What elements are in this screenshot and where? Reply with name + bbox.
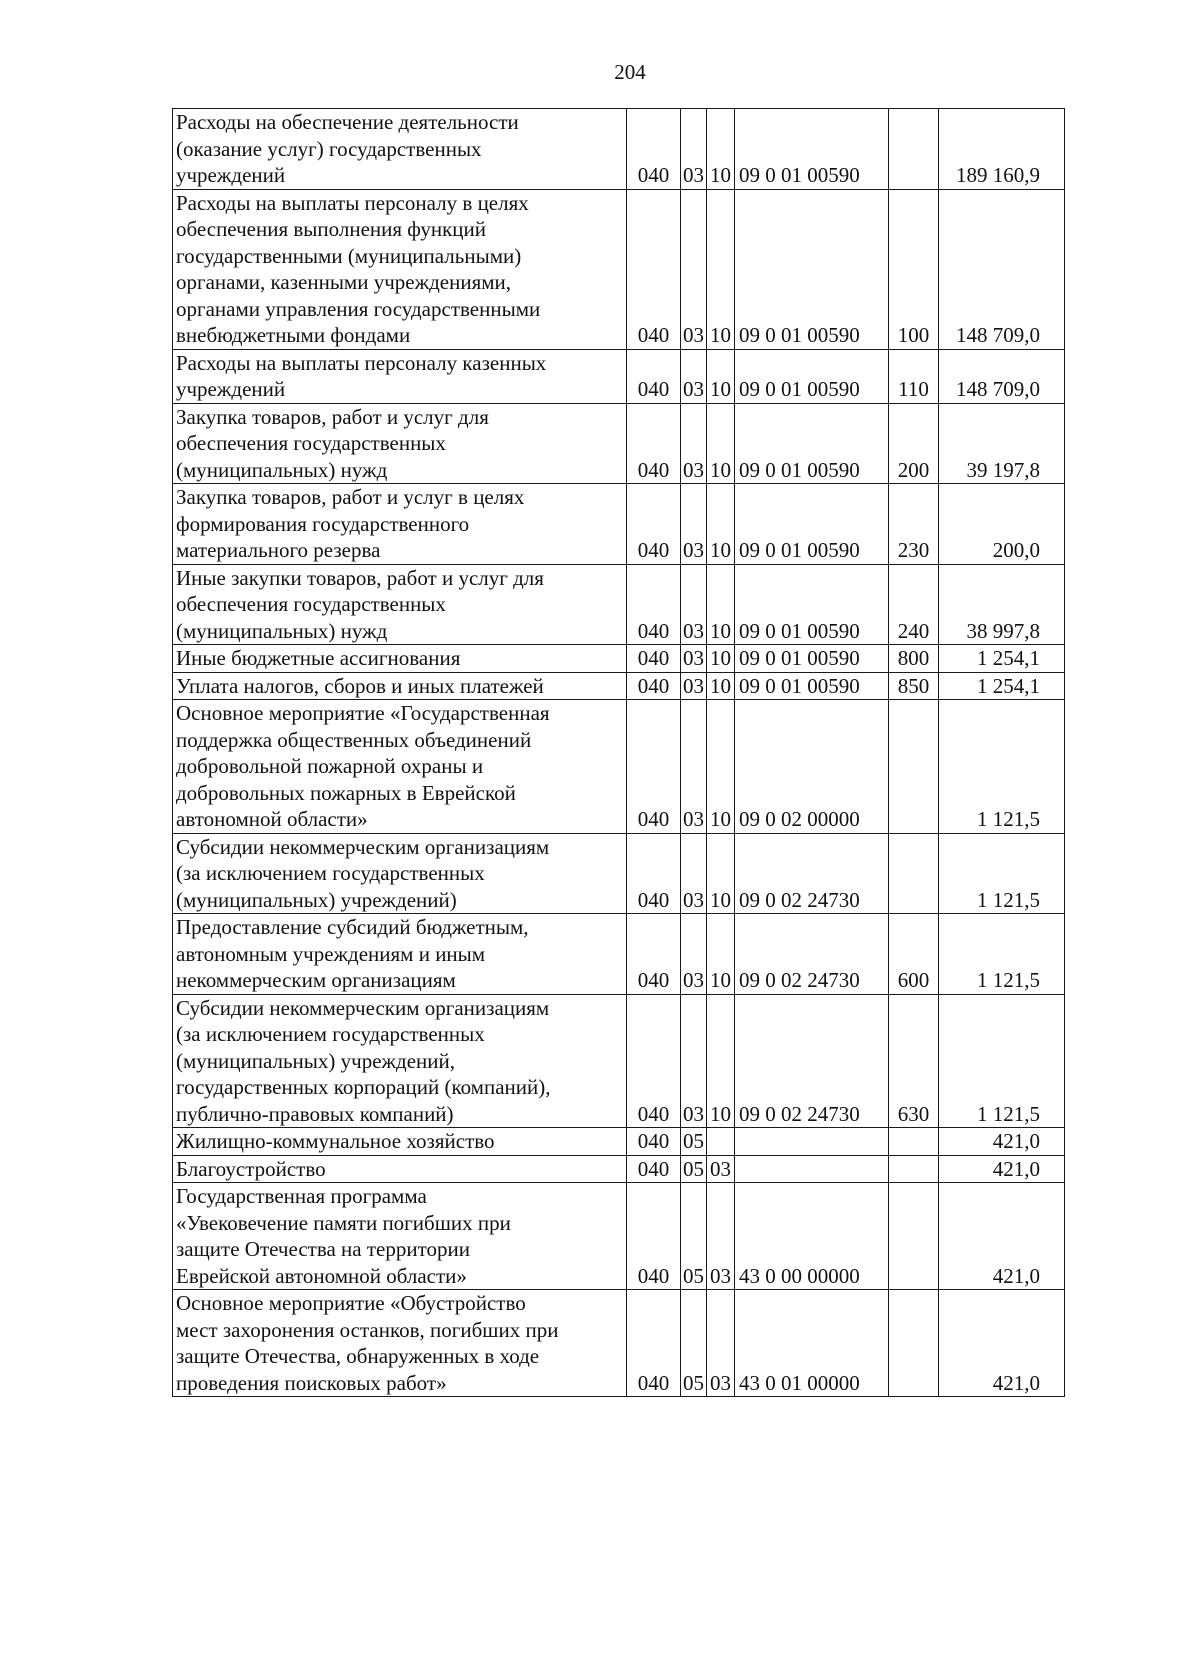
cell-name bbox=[173, 189, 627, 349]
cell-name bbox=[173, 1155, 627, 1183]
name-line: Иные бюджетные ассигнования bbox=[176, 646, 461, 670]
name-line: (муниципальных) учреждений) bbox=[176, 887, 457, 912]
cell-name bbox=[173, 1290, 627, 1397]
name-line: автономным учреждениям и иным bbox=[176, 941, 486, 966]
cell-ved: 040 bbox=[627, 672, 681, 700]
cell-subsection: 10 bbox=[707, 484, 735, 565]
cell-ved: 040 bbox=[627, 1183, 681, 1290]
name-line: Закупка товаров, работ и услуг в целях bbox=[176, 485, 525, 509]
cell-target-article: 09 0 01 00590 bbox=[735, 672, 889, 700]
cell-section: 03 bbox=[681, 403, 707, 484]
cell-name bbox=[173, 109, 627, 190]
table-row bbox=[173, 109, 1065, 190]
cell-subsection: 10 bbox=[707, 833, 735, 914]
name-line: некоммерческим организациям bbox=[176, 968, 456, 992]
cell-ved: 040 bbox=[627, 994, 681, 1128]
name-line: «Увековечение памяти погибших при bbox=[176, 1210, 511, 1235]
cell-subsection: 10 bbox=[707, 700, 735, 834]
cell-amount: 200,0 bbox=[939, 484, 1065, 565]
cell-amount: 1 121,5 bbox=[939, 994, 1065, 1128]
cell-expense-type: 240 bbox=[889, 564, 939, 645]
cell-target-article: 09 0 02 24730 bbox=[735, 833, 889, 914]
cell-ved: 040 bbox=[627, 403, 681, 484]
name-line: внебюджетными фондами bbox=[176, 323, 411, 347]
cell-section: 03 bbox=[681, 914, 707, 995]
cell-expense-type: 230 bbox=[889, 484, 939, 565]
cell-subsection: 10 bbox=[707, 109, 735, 190]
cell-expense-type bbox=[889, 1290, 939, 1397]
cell-subsection: 10 bbox=[707, 672, 735, 700]
cell-amount: 148 709,0 bbox=[939, 189, 1065, 349]
name-line: Государственная программа bbox=[176, 1184, 427, 1208]
table-row bbox=[173, 564, 1065, 645]
cell-subsection: 03 bbox=[707, 1183, 735, 1290]
cell-ved: 040 bbox=[627, 349, 681, 403]
name-line: (муниципальных) нужд bbox=[176, 618, 388, 643]
cell-name bbox=[173, 914, 627, 995]
name-line: добровольных пожарных в Еврейской bbox=[176, 780, 516, 805]
cell-section: 03 bbox=[681, 564, 707, 645]
cell-subsection: 10 bbox=[707, 564, 735, 645]
cell-amount: 1 121,5 bbox=[939, 833, 1065, 914]
cell-name bbox=[173, 1128, 627, 1156]
cell-section: 03 bbox=[681, 700, 707, 834]
table-row bbox=[173, 672, 1065, 700]
table-row bbox=[173, 994, 1065, 1128]
cell-name bbox=[173, 994, 627, 1128]
cell-section: 03 bbox=[681, 672, 707, 700]
name-line: публично-правовых компаний) bbox=[176, 1101, 454, 1126]
cell-subsection: 10 bbox=[707, 645, 735, 673]
cell-section: 05 bbox=[681, 1183, 707, 1290]
cell-section: 05 bbox=[681, 1290, 707, 1397]
cell-name bbox=[173, 672, 627, 700]
name-line: Благоустройство bbox=[176, 1156, 326, 1181]
cell-subsection: 10 bbox=[707, 403, 735, 484]
name-line: Закупка товаров, работ и услуг для bbox=[176, 404, 489, 429]
table-row bbox=[173, 403, 1065, 484]
table-row bbox=[173, 189, 1065, 349]
cell-expense-type bbox=[889, 1128, 939, 1156]
cell-amount: 421,0 bbox=[939, 1128, 1065, 1156]
cell-expense-type bbox=[889, 1183, 939, 1290]
cell-amount: 421,0 bbox=[939, 1183, 1065, 1290]
name-line: Предоставление субсидий бюджетным, bbox=[176, 915, 529, 939]
page-number: 204 bbox=[614, 60, 646, 84]
cell-ved: 040 bbox=[627, 109, 681, 190]
cell-expense-type: 100 bbox=[889, 189, 939, 349]
table-row bbox=[173, 645, 1065, 673]
cell-subsection: 10 bbox=[707, 914, 735, 995]
cell-target-article: 09 0 01 00590 bbox=[735, 109, 889, 190]
cell-target-article: 09 0 02 24730 bbox=[735, 994, 889, 1128]
name-line: добровольной пожарной охраны и bbox=[176, 754, 484, 778]
cell-section: 03 bbox=[681, 109, 707, 190]
name-line: обеспечения государственных bbox=[176, 431, 446, 455]
cell-name bbox=[173, 403, 627, 484]
cell-subsection: 10 bbox=[707, 189, 735, 349]
cell-section: 03 bbox=[681, 645, 707, 673]
table-row bbox=[173, 484, 1065, 565]
cell-subsection: 10 bbox=[707, 349, 735, 403]
cell-ved: 040 bbox=[627, 189, 681, 349]
cell-section: 03 bbox=[681, 484, 707, 565]
name-line: Уплата налогов, сборов и иных платежей bbox=[176, 673, 544, 698]
cell-subsection bbox=[707, 1128, 735, 1156]
cell-target-article bbox=[735, 1155, 889, 1183]
name-line: проведения поисковых работ» bbox=[176, 1370, 447, 1395]
table-body bbox=[173, 109, 1065, 1397]
cell-section: 03 bbox=[681, 994, 707, 1128]
name-line: защите Отечества на территории bbox=[176, 1237, 470, 1261]
name-line: защите Отечества, обнаруженных в ходе bbox=[176, 1344, 540, 1368]
cell-ved: 040 bbox=[627, 484, 681, 565]
cell-expense-type: 630 bbox=[889, 994, 939, 1128]
cell-subsection: 03 bbox=[707, 1155, 735, 1183]
cell-name bbox=[173, 645, 627, 673]
cell-amount: 39 197,8 bbox=[939, 403, 1065, 484]
cell-ved: 040 bbox=[627, 700, 681, 834]
cell-section: 03 bbox=[681, 189, 707, 349]
name-line: Еврейской автономной области» bbox=[176, 1263, 467, 1288]
cell-target-article: 09 0 01 00590 bbox=[735, 349, 889, 403]
cell-ved: 040 bbox=[627, 564, 681, 645]
cell-amount: 148 709,0 bbox=[939, 349, 1065, 403]
cell-section: 05 bbox=[681, 1155, 707, 1183]
name-line: мест захоронения останков, погибших при bbox=[176, 1317, 559, 1342]
cell-target-article: 43 0 01 00000 bbox=[735, 1290, 889, 1397]
name-line: (муниципальных) нужд bbox=[176, 457, 388, 482]
name-line: органами, казенными учреждениями, bbox=[176, 270, 512, 294]
cell-target-article: 09 0 02 24730 bbox=[735, 914, 889, 995]
name-line: государственными (муниципальными) bbox=[176, 243, 522, 268]
cell-target-article: 09 0 01 00590 bbox=[735, 564, 889, 645]
budget-table bbox=[172, 108, 1065, 1397]
cell-expense-type bbox=[889, 833, 939, 914]
name-line: Иные закупки товаров, работ и услуг для bbox=[176, 565, 544, 590]
name-line: Основное мероприятие «Государственная bbox=[176, 701, 550, 725]
cell-target-article: 09 0 01 00590 bbox=[735, 484, 889, 565]
name-line: государственных корпораций (компаний), bbox=[176, 1075, 551, 1099]
cell-amount: 1 254,1 bbox=[939, 672, 1065, 700]
cell-expense-type: 200 bbox=[889, 403, 939, 484]
cell-target-article: 09 0 02 00000 bbox=[735, 700, 889, 834]
table-row bbox=[173, 833, 1065, 914]
name-line: Субсидии некоммерческим организациям bbox=[176, 995, 550, 1020]
table-row bbox=[173, 1155, 1065, 1183]
name-line: Расходы на выплаты персоналу в целях bbox=[176, 190, 529, 215]
cell-amount: 421,0 bbox=[939, 1290, 1065, 1397]
name-line: Расходы на обеспечение деятельности bbox=[176, 110, 519, 134]
cell-subsection: 10 bbox=[707, 994, 735, 1128]
name-line: (муниципальных) учреждений, bbox=[176, 1048, 455, 1073]
name-line: автономной области» bbox=[176, 807, 368, 831]
name-line: органами управления государственными bbox=[176, 296, 541, 321]
cell-expense-type: 110 bbox=[889, 349, 939, 403]
cell-expense-type: 850 bbox=[889, 672, 939, 700]
table-row bbox=[173, 349, 1065, 403]
cell-section: 03 bbox=[681, 349, 707, 403]
name-line: (оказание услуг) государственных bbox=[176, 136, 482, 161]
name-line: формирования государственного bbox=[176, 511, 470, 536]
table-row bbox=[173, 1290, 1065, 1397]
table-row bbox=[173, 914, 1065, 995]
name-line: поддержка общественных объединений bbox=[176, 727, 532, 752]
cell-expense-type: 800 bbox=[889, 645, 939, 673]
cell-ved: 040 bbox=[627, 1155, 681, 1183]
name-line: обеспечения государственных bbox=[176, 592, 446, 616]
name-line: учреждений bbox=[176, 163, 286, 187]
cell-amount: 1 254,1 bbox=[939, 645, 1065, 673]
cell-name bbox=[173, 833, 627, 914]
cell-amount: 38 997,8 bbox=[939, 564, 1065, 645]
table-row bbox=[173, 1128, 1065, 1156]
cell-name bbox=[173, 484, 627, 565]
name-line: материального резерва bbox=[176, 538, 381, 562]
cell-subsection: 03 bbox=[707, 1290, 735, 1397]
name-line: обеспечения выполнения функций bbox=[176, 217, 487, 241]
cell-target-article: 09 0 01 00590 bbox=[735, 189, 889, 349]
cell-target-article: 09 0 01 00590 bbox=[735, 645, 889, 673]
cell-expense-type bbox=[889, 700, 939, 834]
cell-name bbox=[173, 564, 627, 645]
cell-expense-type bbox=[889, 109, 939, 190]
cell-ved: 040 bbox=[627, 914, 681, 995]
cell-target-article bbox=[735, 1128, 889, 1156]
cell-name bbox=[173, 1183, 627, 1290]
name-line: учреждений bbox=[176, 377, 286, 401]
table-row bbox=[173, 700, 1065, 834]
table-row bbox=[173, 1183, 1065, 1290]
cell-name bbox=[173, 700, 627, 834]
cell-name bbox=[173, 349, 627, 403]
name-line: Субсидии некоммерческим организациям bbox=[176, 834, 550, 859]
cell-amount: 189 160,9 bbox=[939, 109, 1065, 190]
name-line: (за исключением государственных bbox=[176, 1022, 485, 1046]
name-line: Расходы на выплаты персоналу казенных bbox=[176, 350, 547, 375]
cell-target-article: 43 0 00 00000 bbox=[735, 1183, 889, 1290]
cell-ved: 040 bbox=[627, 1128, 681, 1156]
cell-ved: 040 bbox=[627, 1290, 681, 1397]
cell-section: 05 bbox=[681, 1128, 707, 1156]
cell-ved: 040 bbox=[627, 833, 681, 914]
cell-amount: 1 121,5 bbox=[939, 914, 1065, 995]
name-line: Жилищно-коммунальное хозяйство bbox=[176, 1129, 495, 1153]
cell-expense-type: 600 bbox=[889, 914, 939, 995]
name-line: (за исключением государственных bbox=[176, 861, 485, 885]
cell-section: 03 bbox=[681, 833, 707, 914]
cell-amount: 421,0 bbox=[939, 1155, 1065, 1183]
cell-amount: 1 121,5 bbox=[939, 700, 1065, 834]
cell-target-article: 09 0 01 00590 bbox=[735, 403, 889, 484]
cell-expense-type bbox=[889, 1155, 939, 1183]
name-line: Основное мероприятие «Обустройство bbox=[176, 1291, 526, 1315]
cell-ved: 040 bbox=[627, 645, 681, 673]
